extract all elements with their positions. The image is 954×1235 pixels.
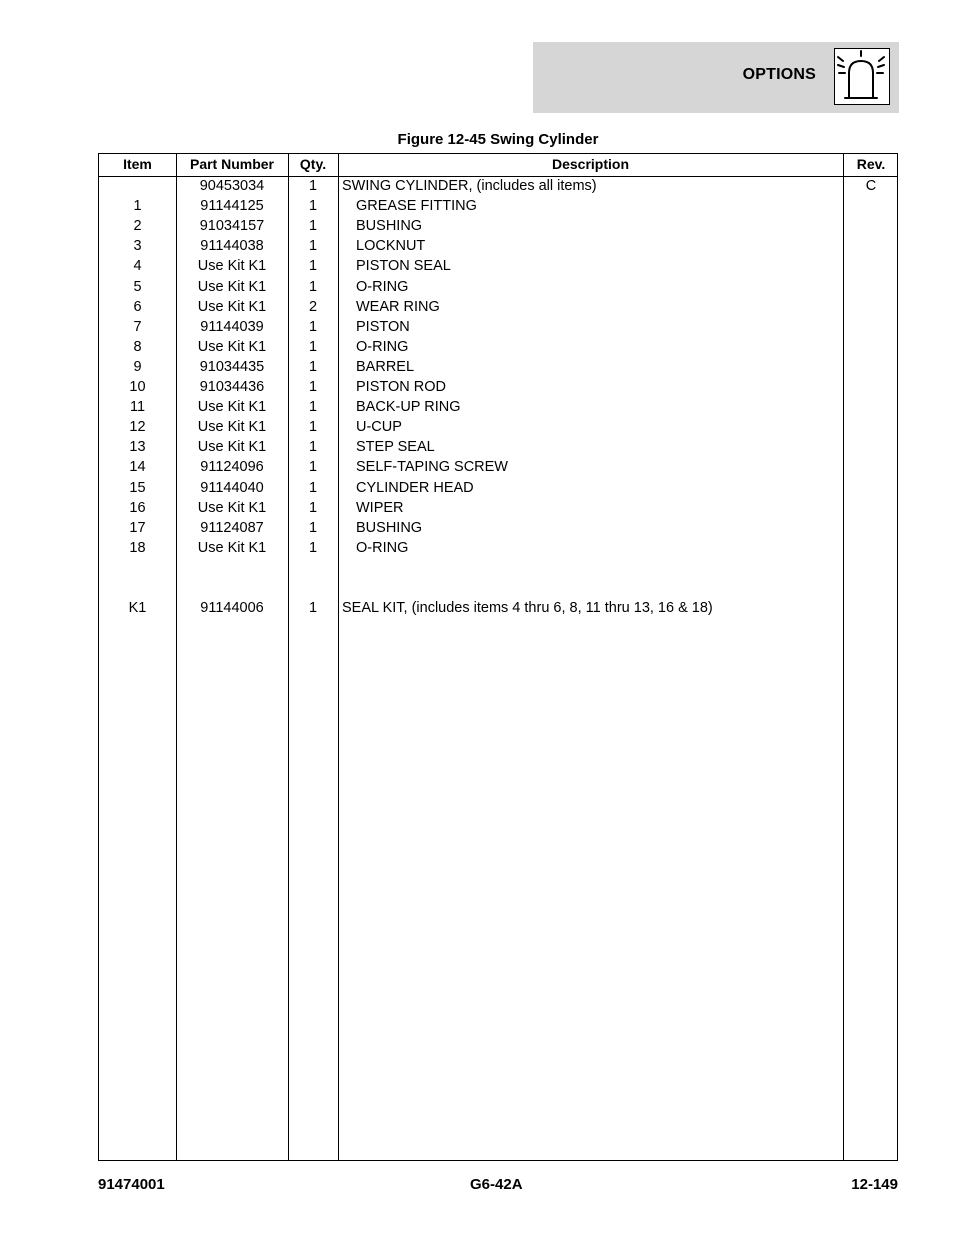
row-quantity: 1 [308, 519, 318, 536]
row-part-number: 91034157 [199, 218, 265, 235]
row-description: BARREL [356, 358, 415, 375]
row-item-number: 2 [133, 218, 142, 235]
row-part-number: 91034436 [199, 379, 265, 395]
row-item-number: 4 [133, 258, 142, 275]
table-row [99, 377, 897, 397]
row-quantity: 1 [308, 399, 318, 416]
row-part-number: 91124096 [200, 459, 264, 476]
row-description: BACK-UP RING [356, 399, 461, 416]
row-part-number: Use Kit K1 [197, 298, 267, 315]
table-row [99, 498, 897, 518]
row-part-number: 91124087 [200, 519, 264, 536]
row-quantity: 1 [308, 479, 318, 496]
footer-document-number: 91474001 [98, 1176, 165, 1193]
row-part-number: Use Kit K1 [197, 539, 267, 556]
table-row [99, 518, 897, 538]
row-part-number: 91034435 [199, 358, 265, 375]
row-quantity: 1 [308, 198, 318, 215]
row-quantity: 1 [308, 278, 318, 295]
row-quantity: 1 [308, 238, 318, 255]
table-row [99, 337, 897, 357]
row-revision: C [865, 178, 877, 194]
table-row [99, 256, 897, 276]
column-header-qty: Qty. [299, 156, 327, 172]
row-item-number: 17 [129, 519, 146, 536]
column-header-description: Description [551, 156, 629, 172]
row-description: BUSHING [356, 519, 423, 536]
row-item-number: 15 [129, 479, 146, 496]
table-row [99, 297, 897, 317]
table-row [99, 457, 897, 477]
row-part-number: Use Kit K1 [197, 338, 267, 355]
row-description: SEAL KIT, (includes items 4 thru 6, 8, 11 thru 13, 16 & 18) [342, 599, 713, 616]
row-quantity: 1 [308, 178, 318, 194]
section-title: OPTIONS [742, 66, 816, 83]
row-quantity: 1 [308, 318, 318, 335]
row-description: BUSHING [356, 218, 423, 235]
warning-beacon-icon [834, 48, 890, 105]
row-quantity: 1 [308, 439, 318, 456]
row-description: WIPER [356, 499, 404, 516]
row-part-number: Use Kit K1 [197, 399, 267, 416]
row-item-number: 3 [133, 238, 142, 255]
row-part-number: Use Kit K1 [197, 499, 267, 516]
row-description: O-RING [356, 338, 409, 355]
column-header-part-number: Part Number [189, 156, 275, 172]
row-item-number: 9 [133, 358, 142, 375]
row-item-number: 11 [129, 399, 146, 416]
figure-title: Figure 12-45 Swing Cylinder [397, 131, 599, 148]
footer-page-number: 12-149 [851, 1176, 898, 1193]
row-quantity: 1 [308, 459, 318, 476]
column-header-item: Item [123, 156, 152, 172]
row-item-number: 5 [133, 278, 142, 295]
row-description: PISTON ROD [356, 379, 446, 395]
row-item-number: 16 [129, 499, 146, 516]
row-part-number: 91144125 [200, 198, 264, 215]
row-item-number: K1 [128, 599, 147, 616]
row-part-number: 91144038 [200, 238, 264, 255]
row-item-number: 1 [133, 198, 142, 215]
row-description: U-CUP [356, 419, 402, 436]
row-item-number: 12 [129, 419, 146, 436]
row-item-number: 14 [129, 459, 146, 476]
section-header [533, 42, 899, 113]
column-header-rev: Rev. [856, 156, 886, 172]
footer-model: G6-42A [470, 1176, 523, 1193]
table-row [99, 277, 897, 297]
row-item-number: 10 [129, 379, 146, 395]
table-row [99, 176, 897, 196]
table-row [99, 317, 897, 337]
row-part-number: 91144040 [200, 479, 264, 496]
row-description: PISTON [356, 318, 410, 335]
row-part-number: Use Kit K1 [197, 419, 267, 436]
table-row [99, 236, 897, 256]
row-item-number: 7 [133, 318, 142, 335]
row-item-number: 13 [129, 439, 146, 456]
table-row [99, 196, 897, 216]
row-quantity: 2 [308, 298, 318, 315]
row-item-number: 8 [133, 338, 142, 355]
row-quantity: 1 [308, 258, 318, 275]
row-part-number: Use Kit K1 [197, 258, 267, 275]
table-row [99, 478, 897, 498]
table-row [99, 598, 897, 618]
row-quantity: 1 [308, 379, 318, 395]
row-description: CYLINDER HEAD [356, 479, 474, 496]
row-part-number: 91144039 [200, 318, 264, 335]
row-quantity: 1 [308, 338, 318, 355]
row-quantity: 1 [308, 599, 318, 616]
row-description: SWING CYLINDER, (includes all items) [342, 178, 597, 194]
row-description: SELF-TAPING SCREW [356, 459, 508, 476]
table-row [99, 417, 897, 437]
row-description: O-RING [356, 539, 409, 556]
row-part-number: 90453034 [199, 178, 265, 194]
row-quantity: 1 [308, 419, 318, 436]
row-part-number: Use Kit K1 [197, 278, 267, 295]
row-description: WEAR RING [356, 298, 440, 315]
row-part-number: 91144006 [200, 599, 264, 616]
row-description: GREASE FITTING [356, 198, 477, 215]
row-quantity: 1 [308, 499, 318, 516]
row-quantity: 1 [308, 358, 318, 375]
table-row [99, 357, 897, 377]
row-description: LOCKNUT [356, 238, 426, 255]
row-quantity: 1 [308, 218, 318, 235]
parts-table [98, 153, 898, 1161]
table-row [99, 397, 897, 417]
row-item-number: 18 [129, 539, 146, 556]
row-quantity: 1 [308, 539, 318, 556]
row-item-number: 6 [133, 298, 142, 315]
table-row [99, 216, 897, 236]
table-row [99, 538, 897, 558]
row-part-number: Use Kit K1 [197, 439, 267, 456]
row-description: PISTON SEAL [356, 258, 451, 275]
row-description: O-RING [356, 278, 409, 295]
table-row [99, 437, 897, 457]
row-description: STEP SEAL [356, 439, 435, 456]
